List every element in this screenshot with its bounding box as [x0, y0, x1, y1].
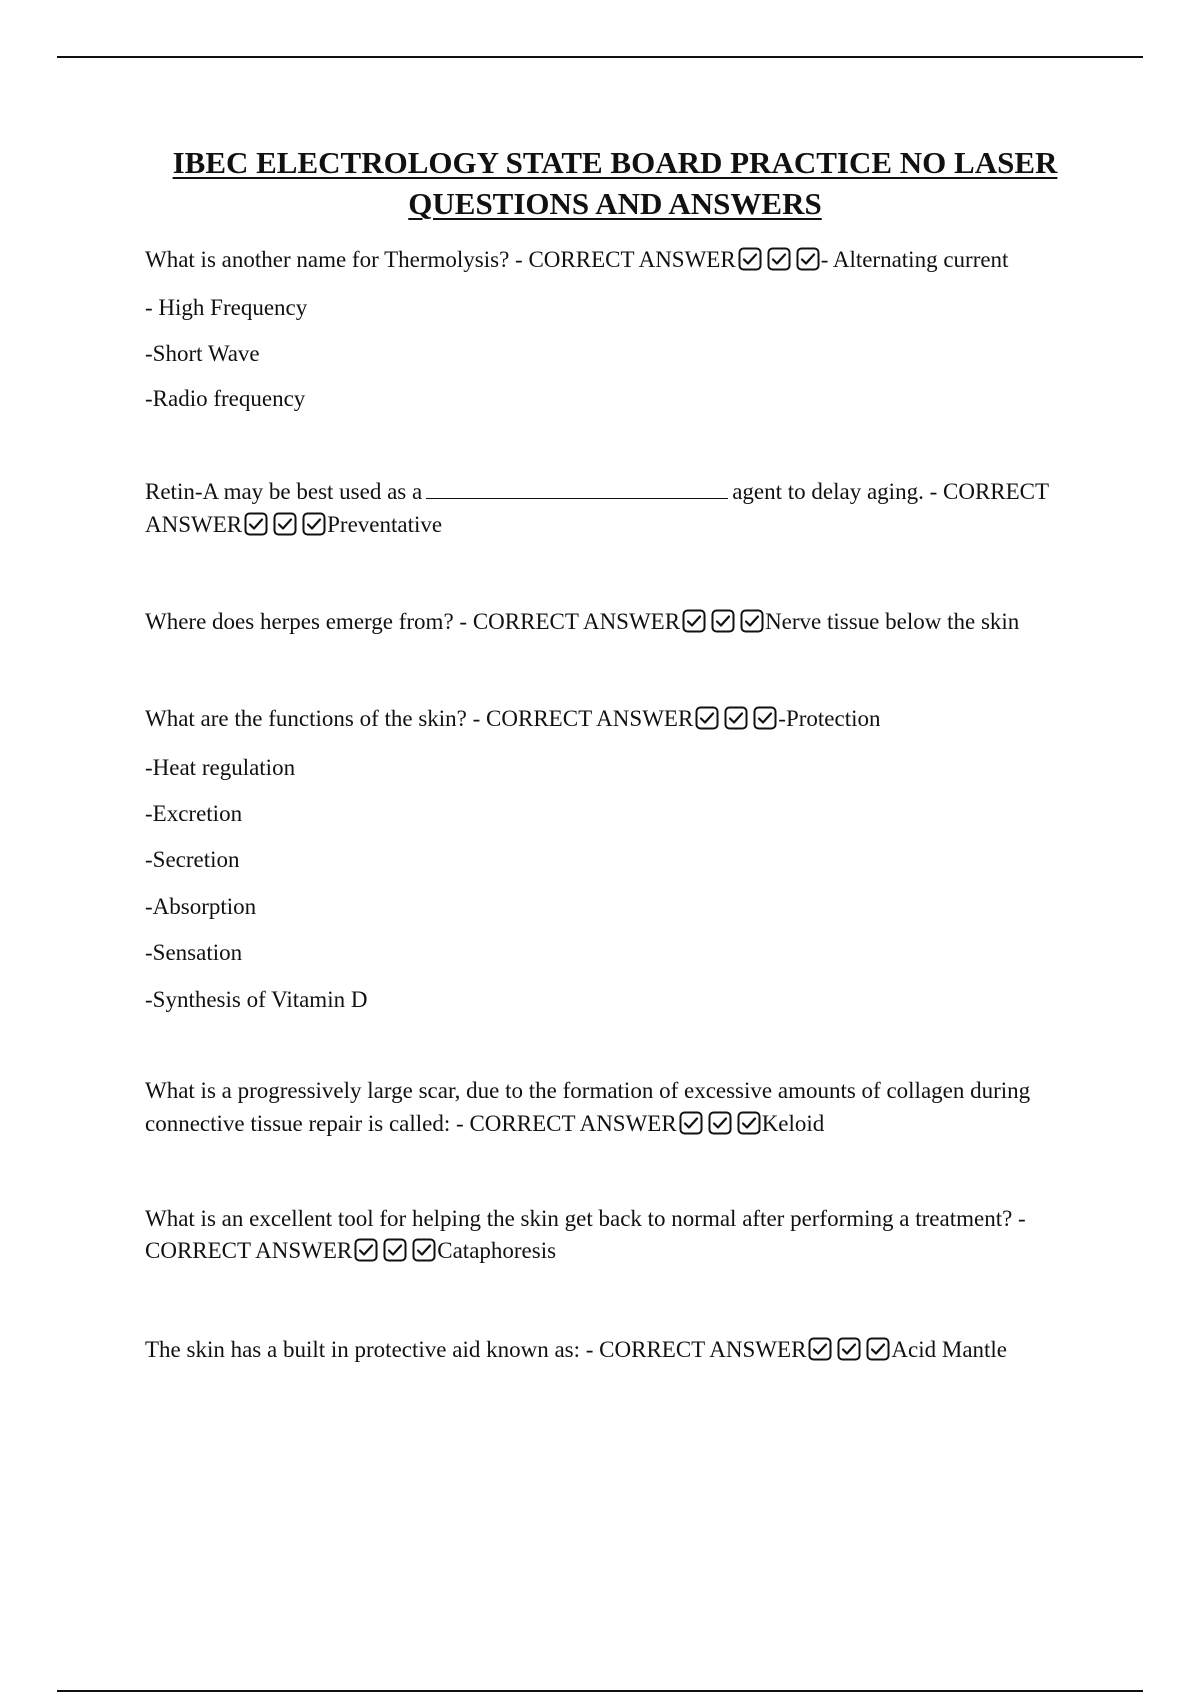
checkbox-checked-icon	[737, 1111, 761, 1135]
qa-item-3	[145, 606, 1095, 638]
checkbox-checked-icon	[695, 706, 719, 730]
question-text: The skin has a built in protective aid known as:	[145, 1337, 580, 1362]
qa-item-2	[145, 476, 1095, 508]
checkbox-checked-icon	[273, 512, 297, 536]
question-text: Retin-A may be best used as a	[145, 479, 423, 504]
checkbox-checked-icon	[682, 609, 706, 633]
title-line-1: IBEC ELECTROLOGY STATE BOARD PRACTICE NO LASER	[172, 145, 1058, 180]
checkbox-checked-icon	[302, 512, 326, 536]
qa-item-5-line-2	[145, 1108, 1095, 1140]
checkbox-checked-icon	[679, 1111, 703, 1135]
answer-extra-line: -Synthesis of Vitamin D	[145, 987, 368, 1012]
checkbox-checked-icon	[711, 609, 735, 633]
qa-item-6	[145, 1203, 1095, 1235]
correct-answer-marker: ANSWER	[145, 512, 243, 537]
correct-answer-marker: - CORRECT ANSWER	[585, 1337, 807, 1362]
correct-answer-marker: - CORRECT ANSWER	[456, 1111, 677, 1136]
question-text: agent to delay aging.	[732, 479, 924, 504]
checkbox-checked-icon	[740, 609, 764, 633]
header-rule	[57, 56, 1143, 58]
answer-extra-line: -Secretion	[145, 847, 240, 872]
qa-item-4	[145, 703, 1095, 735]
check-marks	[354, 1238, 436, 1262]
answer-extra-line: -Excretion	[145, 801, 243, 826]
question-text: connective tissue repair is called:	[145, 1111, 451, 1136]
answer-extra-line: -Sensation	[145, 940, 243, 965]
answer-extra-line: -Heat regulation	[145, 755, 296, 780]
fill-in-blank	[426, 480, 728, 499]
answer-text: Keloid	[761, 1111, 825, 1136]
question-text: What are the functions of the skin?	[145, 706, 467, 731]
correct-answer-marker: CORRECT ANSWER	[145, 1238, 353, 1263]
checkbox-checked-icon	[383, 1238, 407, 1262]
answer-extra-line: -Absorption	[145, 894, 257, 919]
answer-text: -Protection	[778, 706, 881, 731]
checkbox-checked-icon	[808, 1337, 832, 1361]
qa-item-5	[145, 1075, 1095, 1107]
checkbox-checked-icon	[412, 1238, 436, 1262]
qa-item-1	[145, 244, 1095, 276]
answer-text: Acid Mantle	[891, 1337, 1008, 1362]
checkbox-checked-icon	[837, 1337, 861, 1361]
checkbox-checked-icon	[708, 1111, 732, 1135]
footer-rule	[57, 1690, 1143, 1692]
question-text: Where does herpes emerge from?	[145, 609, 454, 634]
check-marks	[695, 706, 777, 730]
checkbox-checked-icon	[244, 512, 268, 536]
question-text: What is another name for Thermolysis?	[145, 247, 510, 272]
qa-item-2-line-2	[145, 509, 1095, 541]
answer-extra-line: -Radio frequency	[145, 386, 306, 411]
check-marks	[244, 512, 326, 536]
qa-item-7	[145, 1334, 1095, 1366]
answer-text: Preventative	[327, 512, 443, 537]
checkbox-checked-icon	[866, 1337, 890, 1361]
check-marks	[808, 1337, 890, 1361]
check-marks	[738, 247, 820, 271]
answer-extra-line: -Short Wave	[145, 341, 260, 366]
qa-item-6-line-2	[145, 1235, 1095, 1267]
checkbox-checked-icon	[796, 247, 820, 271]
answer-extra-line: - High Frequency	[145, 295, 308, 320]
checkbox-checked-icon	[767, 247, 791, 271]
check-marks	[682, 609, 764, 633]
answer-text: Cataphoresis	[437, 1238, 557, 1263]
correct-answer-marker: - CORRECT ANSWER	[459, 609, 681, 634]
title-line-2: QUESTIONS AND ANSWERS	[408, 186, 822, 221]
answer-text: - Alternating current	[820, 247, 1009, 272]
checkbox-checked-icon	[724, 706, 748, 730]
document-title	[145, 142, 1085, 224]
checkbox-checked-icon	[738, 247, 762, 271]
check-marks	[679, 1111, 761, 1135]
question-text: What is a progressively large scar, due to the formation of excessive amounts of collagen during	[145, 1078, 1031, 1103]
question-text: What is an excellent tool for helping the skin get back to normal after performing a treatment? -	[145, 1206, 1026, 1231]
answer-text: Nerve tissue below the skin	[765, 609, 1020, 634]
correct-answer-marker: - CORRECT	[929, 479, 1050, 504]
correct-answer-marker: - CORRECT ANSWER	[472, 706, 694, 731]
checkbox-checked-icon	[354, 1238, 378, 1262]
checkbox-checked-icon	[753, 706, 777, 730]
correct-answer-marker: - CORRECT ANSWER	[515, 247, 736, 272]
